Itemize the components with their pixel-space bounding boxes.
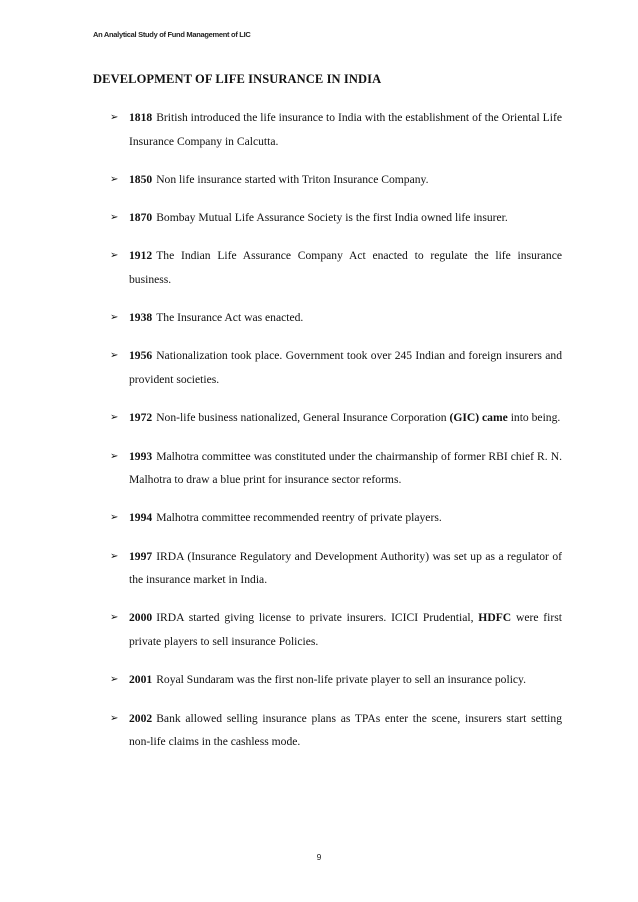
arrowhead-bullet-icon: ➢ xyxy=(110,450,119,462)
arrowhead-bullet-icon: ➢ xyxy=(110,674,119,686)
timeline-text: IRDA started giving license to private insurers. ICICI Prudential, xyxy=(156,611,474,625)
timeline-item xyxy=(110,344,562,391)
arrowhead-bullet-icon: ➢ xyxy=(110,312,119,324)
timeline-text: British introduced the life insurance to India with the establishment of the Oriental Life Insurance Company in Calcutta. xyxy=(129,111,562,148)
timeline-item xyxy=(110,106,562,153)
timeline-item xyxy=(110,506,562,530)
timeline-item xyxy=(110,306,562,330)
timeline-text-continued: were first private players to sell insurance Policies. xyxy=(129,611,562,648)
timeline-year: 1938 xyxy=(129,311,153,325)
timeline-list xyxy=(110,106,562,768)
arrowhead-bullet-icon: ➢ xyxy=(110,712,119,724)
timeline-text: IRDA (Insurance Regulatory and Development Authority) was set up as a regulator of the insurance market in India. xyxy=(129,549,562,587)
timeline-item xyxy=(110,707,562,754)
timeline-item xyxy=(110,244,562,291)
timeline-text: The Insurance Act was enacted. xyxy=(156,311,304,325)
arrowhead-bullet-icon: ➢ xyxy=(110,173,119,185)
timeline-text: Bombay Mutual Life Assurance Society is the first India owned life insurer. xyxy=(156,211,508,225)
timeline-year: 1994 xyxy=(129,511,153,525)
arrowhead-bullet-icon: ➢ xyxy=(110,612,119,624)
timeline-year: 2000 xyxy=(129,611,153,625)
timeline-year: 1912 xyxy=(129,249,153,263)
page-number: 9 xyxy=(316,852,322,862)
section-title: DEVELOPMENT OF LIFE INSURANCE IN INDIA xyxy=(93,72,382,86)
timeline-text: Non-life business nationalized, General Insurance Corporation xyxy=(156,411,447,425)
running-header: An Analytical Study of Fund Management of LIC xyxy=(93,30,251,39)
timeline-year: 1993 xyxy=(129,449,153,463)
timeline-year: 2001 xyxy=(129,673,153,687)
arrowhead-bullet-icon: ➢ xyxy=(110,512,119,524)
arrowhead-bullet-icon: ➢ xyxy=(110,112,119,123)
timeline-year: 1997 xyxy=(129,549,153,563)
timeline-text: The Indian Life Assurance Company Act enacted to regulate the life insurance business. xyxy=(129,249,562,286)
arrowhead-bullet-icon: ➢ xyxy=(110,550,119,562)
timeline-year: 2002 xyxy=(129,711,153,725)
timeline-item xyxy=(110,445,562,492)
timeline-year: 1818 xyxy=(129,111,153,124)
arrowhead-bullet-icon: ➢ xyxy=(110,250,119,262)
timeline-text-bold: HDFC xyxy=(478,611,512,625)
timeline-text-continued: into being. xyxy=(510,411,561,425)
timeline-text: Bank allowed selling insurance plans as TPAs enter the scene, insurers start setting non-life claims in the cashless mode. xyxy=(129,711,562,749)
timeline-year: 1870 xyxy=(129,211,153,225)
timeline-item xyxy=(110,168,562,192)
timeline-year: 1850 xyxy=(129,172,153,186)
timeline-text: Non life insurance started with Triton Insurance Company. xyxy=(156,172,429,186)
timeline-text: Royal Sundaram was the first non-life private player to sell an insurance policy. xyxy=(156,673,527,687)
timeline-year: 1972 xyxy=(129,411,153,425)
timeline-year: 1956 xyxy=(129,349,153,363)
timeline-text: Nationalization took place. Government took over 245 Indian and foreign insurers and provident societies. xyxy=(129,349,562,386)
timeline-text: Malhotra committee was constituted under the chairmanship of former RBI chief R. N. Malhotra to draw a blue print for insurance sector reforms. xyxy=(129,449,562,487)
timeline-item xyxy=(110,206,562,230)
timeline-item xyxy=(110,668,562,692)
timeline-item xyxy=(110,406,562,430)
arrowhead-bullet-icon: ➢ xyxy=(110,350,119,362)
arrowhead-bullet-icon: ➢ xyxy=(110,412,119,424)
timeline-text: Malhotra committee recommended reentry of private players. xyxy=(156,511,442,525)
timeline-text-bold: (GIC) came xyxy=(449,411,508,425)
arrowhead-bullet-icon: ➢ xyxy=(110,212,119,224)
timeline-item xyxy=(110,545,562,592)
timeline-item xyxy=(110,606,562,653)
